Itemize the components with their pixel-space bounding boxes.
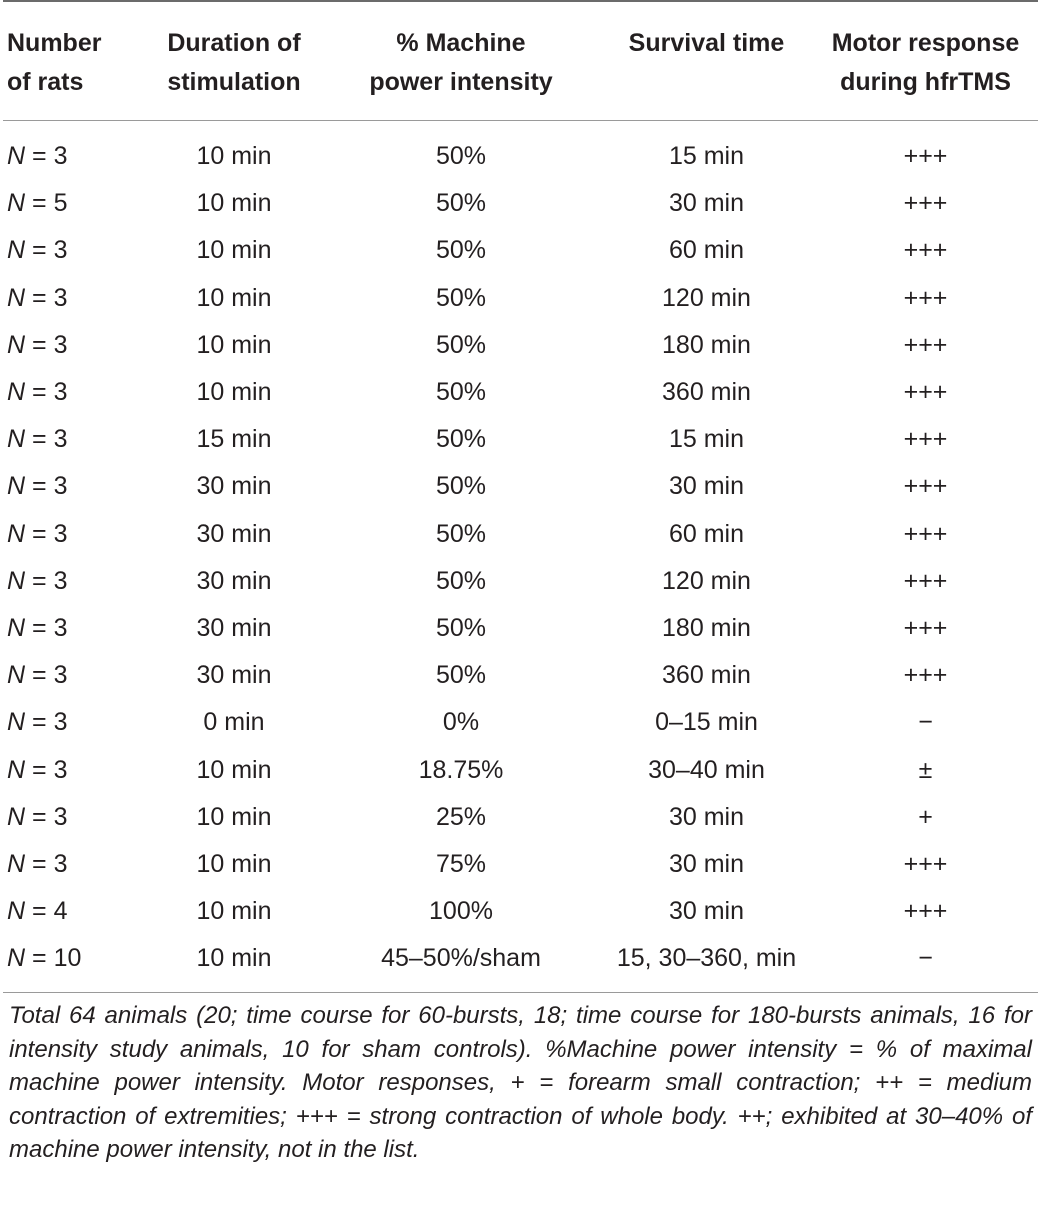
cell-duration: 30 min: [196, 519, 272, 548]
cell-motor-response: +++: [903, 472, 948, 501]
cell-motor-response: +++: [903, 849, 948, 878]
cell-intensity: 50%: [435, 330, 487, 359]
header-line: % Machine: [396, 29, 526, 57]
n-symbol: N: [7, 519, 26, 548]
cell-intensity: 18.75%: [418, 755, 504, 784]
n-symbol: N: [7, 897, 26, 926]
cell-motor-response: +++: [903, 142, 948, 171]
cell-survival-time: 30 min: [668, 189, 745, 218]
cell-number-of-rats: [3, 511, 146, 558]
cell-survival-time: 30 min: [668, 472, 745, 501]
header-line: Survival time: [628, 29, 785, 57]
cell-duration: 10 min: [196, 330, 272, 359]
n-symbol: N: [7, 661, 26, 690]
cell-intensity: 50%: [435, 613, 487, 642]
n-value: 3: [53, 755, 68, 784]
equals-sign: =: [25, 661, 54, 690]
n-value: 3: [53, 142, 68, 171]
table-row: [3, 416, 1038, 463]
equals-sign: =: [25, 283, 54, 312]
cell-survival-time: 60 min: [668, 236, 745, 265]
cell-duration: 0 min: [203, 708, 265, 737]
cell-duration: 10 min: [196, 849, 272, 878]
cell-number-of-rats: [3, 227, 146, 274]
n-value: 3: [53, 566, 68, 595]
table-footnote: Total 64 animals (20; time course for 60-bursts, 18; time course for 180-bursts animals, 16 for intensity study animals, 10 for sham controls). %Machine power intensity = % of maximal machine power intensity. Motor responses, + = forearm small contraction; ++ = medium contraction of extremities; +++ = strong contraction of whole body. ++; exhibited at 30–40% of machine power intensity, not in the list.: [9, 1002, 1032, 1164]
n-value: 3: [53, 661, 68, 690]
n-value: 3: [53, 378, 68, 407]
cell-intensity: 50%: [435, 189, 487, 218]
n-symbol: N: [7, 708, 26, 737]
n-value: 3: [53, 802, 68, 831]
cell-number-of-rats: [3, 463, 146, 510]
n-value: 4: [53, 897, 68, 926]
cell-motor-response: +++: [903, 378, 948, 407]
cell-intensity: 50%: [435, 236, 487, 265]
cell-survival-time: 360 min: [662, 378, 751, 407]
cell-survival-time: 360 min: [662, 661, 751, 690]
cell-survival-time: 120 min: [662, 283, 751, 312]
data-table: [3, 0, 1038, 1167]
table-row: [3, 511, 1038, 558]
n-symbol: N: [7, 236, 26, 265]
cell-duration: 10 min: [196, 897, 272, 926]
cell-intensity: 50%: [435, 519, 487, 548]
cell-intensity: 100%: [429, 897, 493, 926]
cell-motor-response: +++: [903, 425, 948, 454]
cell-survival-time: 180 min: [662, 613, 751, 642]
header-duration: [146, 1, 322, 121]
equals-sign: =: [25, 472, 54, 501]
cell-survival-time: 60 min: [668, 519, 745, 548]
header-line: Number: [7, 29, 102, 57]
cell-intensity: 50%: [435, 283, 487, 312]
cell-number-of-rats: [3, 322, 146, 369]
cell-duration: 30 min: [196, 661, 272, 690]
header-survival-time: [600, 1, 813, 121]
cell-intensity: 50%: [435, 425, 487, 454]
equals-sign: =: [25, 189, 54, 218]
cell-number-of-rats: [3, 888, 146, 935]
cell-intensity: 25%: [435, 802, 487, 831]
cell-motor-response: +++: [903, 330, 948, 359]
table-row: [3, 121, 1038, 181]
header-row: [3, 1, 1038, 121]
cell-motor-response: ±: [918, 755, 933, 784]
header-line: power intensity: [369, 68, 553, 96]
n-value: 5: [53, 189, 68, 218]
n-value: 3: [53, 330, 68, 359]
equals-sign: =: [25, 755, 54, 784]
n-value: 3: [53, 425, 68, 454]
table-row: [3, 888, 1038, 935]
header-line: during hfrTMS: [840, 68, 1011, 96]
cell-number-of-rats: [3, 652, 146, 699]
header-intensity: [322, 1, 600, 121]
n-symbol: N: [7, 283, 26, 312]
n-value: 10: [53, 944, 82, 973]
table-row: [3, 652, 1038, 699]
cell-duration: 30 min: [196, 566, 272, 595]
cell-motor-response: +++: [903, 566, 948, 595]
n-symbol: N: [7, 944, 26, 973]
table-row: [3, 463, 1038, 510]
cell-survival-time: 0–15 min: [655, 708, 758, 737]
n-symbol: N: [7, 566, 26, 595]
equals-sign: =: [25, 944, 54, 973]
cell-intensity: 50%: [435, 142, 487, 171]
table-row: [3, 227, 1038, 274]
header-line: Motor response: [831, 29, 1020, 57]
table-body: [3, 121, 1038, 993]
cell-number-of-rats: [3, 180, 146, 227]
cell-number-of-rats: [3, 699, 146, 746]
cell-number-of-rats: [3, 841, 146, 888]
cell-number-of-rats: [3, 416, 146, 463]
n-value: 3: [53, 519, 68, 548]
cell-survival-time: 30 min: [668, 849, 745, 878]
cell-number-of-rats: [3, 746, 146, 793]
equals-sign: =: [25, 849, 54, 878]
cell-motor-response: +++: [903, 283, 948, 312]
table-row: [3, 558, 1038, 605]
cell-motor-response: −: [918, 944, 933, 973]
cell-intensity: 50%: [435, 472, 487, 501]
cell-survival-time: 15, 30–360, min: [616, 944, 797, 973]
cell-survival-time: 30 min: [668, 897, 745, 926]
cell-survival-time: 180 min: [662, 330, 751, 359]
equals-sign: =: [25, 330, 54, 359]
table-row: [3, 794, 1038, 841]
cell-number-of-rats: [3, 935, 146, 993]
cell-number-of-rats: [3, 794, 146, 841]
cell-intensity: 45–50%/sham: [381, 944, 541, 973]
table-row: [3, 275, 1038, 322]
cell-duration: 30 min: [196, 613, 272, 642]
cell-motor-response: −: [918, 708, 933, 737]
cell-number-of-rats: [3, 558, 146, 605]
cell-duration: 15 min: [196, 425, 272, 454]
cell-survival-time: 120 min: [662, 566, 751, 595]
cell-motor-response: +++: [903, 897, 948, 926]
equals-sign: =: [25, 236, 54, 265]
table-row: [3, 746, 1038, 793]
cell-intensity: 50%: [435, 661, 487, 690]
cell-number-of-rats: [3, 275, 146, 322]
cell-motor-response: +: [918, 802, 933, 831]
cell-intensity: 50%: [435, 378, 487, 407]
cell-survival-time: 30 min: [668, 802, 745, 831]
header-line: stimulation: [167, 68, 301, 96]
equals-sign: =: [25, 802, 54, 831]
header-line: Duration of: [167, 29, 301, 57]
cell-duration: 10 min: [196, 236, 272, 265]
n-value: 3: [53, 283, 68, 312]
cell-survival-time: 30–40 min: [648, 755, 765, 784]
cell-motor-response: +++: [903, 613, 948, 642]
cell-survival-time: 15 min: [668, 142, 745, 171]
cell-motor-response: +++: [903, 519, 948, 548]
equals-sign: =: [25, 142, 54, 171]
n-value: 3: [53, 472, 68, 501]
cell-duration: 30 min: [196, 472, 272, 501]
n-value: 3: [53, 849, 68, 878]
n-value: 3: [53, 613, 68, 642]
n-symbol: N: [7, 849, 26, 878]
header-number-of-rats: [3, 1, 146, 121]
cell-number-of-rats: [3, 121, 146, 181]
equals-sign: =: [25, 425, 54, 454]
footnote-cell: [3, 993, 1038, 1167]
equals-sign: =: [25, 519, 54, 548]
table-row: [3, 699, 1038, 746]
cell-intensity: 75%: [435, 849, 487, 878]
n-symbol: N: [7, 330, 26, 359]
cell-duration: 10 min: [196, 755, 272, 784]
table-row: [3, 605, 1038, 652]
equals-sign: =: [25, 613, 54, 642]
cell-number-of-rats: [3, 605, 146, 652]
cell-intensity: 50%: [435, 566, 487, 595]
n-symbol: N: [7, 142, 26, 171]
cell-duration: 10 min: [196, 189, 272, 218]
n-symbol: N: [7, 755, 26, 784]
cell-motor-response: +++: [903, 189, 948, 218]
cell-motor-response: +++: [903, 661, 948, 690]
n-value: 3: [53, 236, 68, 265]
n-symbol: N: [7, 425, 26, 454]
n-value: 3: [53, 708, 68, 737]
cell-number-of-rats: [3, 369, 146, 416]
n-symbol: N: [7, 802, 26, 831]
table-row: [3, 322, 1038, 369]
n-symbol: N: [7, 472, 26, 501]
equals-sign: =: [25, 897, 54, 926]
header-line: of rats: [7, 68, 84, 96]
n-symbol: N: [7, 613, 26, 642]
footnote-row: [3, 993, 1038, 1167]
n-symbol: N: [7, 189, 26, 218]
cell-intensity: 0%: [442, 708, 480, 737]
equals-sign: =: [25, 378, 54, 407]
table-row: [3, 180, 1038, 227]
cell-duration: 10 min: [196, 283, 272, 312]
table-row: [3, 841, 1038, 888]
cell-survival-time: 15 min: [668, 425, 745, 454]
cell-motor-response: +++: [903, 236, 948, 265]
n-symbol: N: [7, 378, 26, 407]
equals-sign: =: [25, 708, 54, 737]
table-row: [3, 935, 1038, 993]
header-motor-response: [813, 1, 1038, 121]
table-row: [3, 369, 1038, 416]
cell-duration: 10 min: [196, 142, 272, 171]
equals-sign: =: [25, 566, 54, 595]
cell-duration: 10 min: [196, 802, 272, 831]
cell-duration: 10 min: [196, 378, 272, 407]
cell-duration: 10 min: [196, 944, 272, 973]
